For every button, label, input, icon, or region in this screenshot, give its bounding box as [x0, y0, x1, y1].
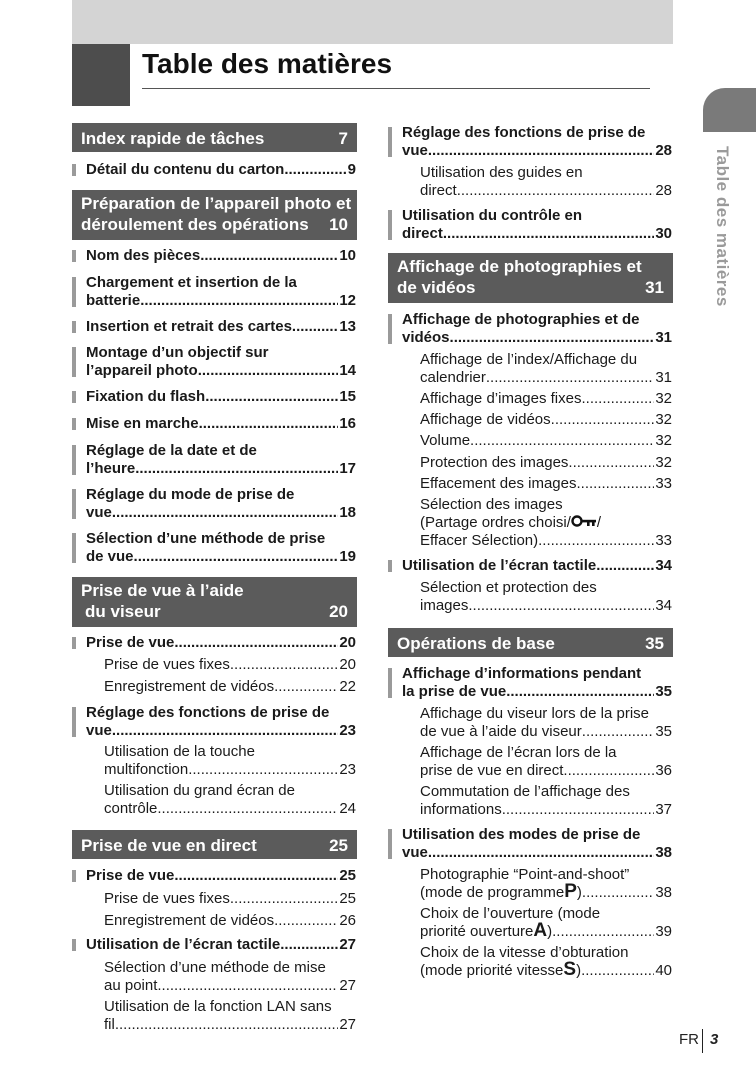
- toc-entry-fixation-flash[interactable]: [86, 388, 356, 406]
- entry-page: 20: [339, 634, 356, 651]
- toc-entry-ecran-tactile[interactable]: [86, 936, 356, 954]
- entry-text-line1: Chargement et insertion de la: [86, 274, 297, 291]
- toc-entry-affichage-informations[interactable]: [402, 665, 672, 701]
- toc-subentry-vues-fixes[interactable]: [104, 656, 356, 674]
- entry-text-line1: Commutation de l’affichage des: [420, 783, 630, 800]
- entry-page: 33: [655, 532, 672, 549]
- toc-subentry-images-fixes[interactable]: [420, 390, 672, 408]
- entry-page: 30: [655, 225, 672, 242]
- entry-page: 32: [655, 432, 672, 449]
- entry-page: 27: [339, 977, 356, 994]
- entry-text: Enregistrement de vidéos: [104, 678, 275, 695]
- entry-text-line1: Sélection et protection des: [420, 579, 597, 596]
- entry-text-line1: Utilisation des modes de prise de: [402, 826, 641, 843]
- entry-text-line1: Affichage du viseur lors de la prise: [420, 705, 650, 722]
- section-preparation[interactable]: [72, 190, 357, 240]
- toc-entry-insertion-cartes[interactable]: [86, 318, 356, 336]
- toc-entry-modes-prise-de-vue[interactable]: [402, 826, 672, 862]
- entry-text: Utilisation de l’écran tactile: [402, 557, 597, 574]
- entry-page: 35: [655, 683, 672, 700]
- entry-text: Prise de vues fixes: [104, 656, 230, 673]
- entry-text: Fixation du flash: [86, 388, 206, 405]
- entry-text-line1: Photographie “Point-and-shoot”: [420, 866, 630, 883]
- entry-text-line2: la prise de vue: [402, 683, 507, 700]
- entry-text: Détail du contenu du carton: [86, 161, 285, 178]
- entry-text-line1: Sélection des images: [420, 496, 563, 513]
- section-title-line1: Prise de vue à l’aide: [81, 581, 244, 600]
- section-title-line2: du viseur: [85, 602, 161, 621]
- entry-text-paren: ): [576, 884, 582, 901]
- entry-text-line2: de vue à l’aide du viseur: [420, 723, 582, 740]
- entry-text-line2: (Partage ordres choisi/: [420, 514, 571, 531]
- entry-text: Nom des pièces: [86, 247, 201, 264]
- entry-text: Affichage de vidéos: [420, 411, 551, 428]
- section-title-line1: Préparation de l’appareil photo et: [81, 194, 352, 213]
- section-page: 10: [329, 215, 348, 234]
- section-affichage-photos[interactable]: [388, 253, 673, 303]
- entry-text-line1: Utilisation de la touche: [104, 743, 255, 760]
- toc-entry-date-heure[interactable]: [86, 442, 356, 478]
- entry-text-line1: Réglage des fonctions de prise de: [402, 124, 646, 141]
- entry-text: Insertion et retrait des cartes: [86, 318, 292, 335]
- entry-page: 16: [339, 415, 356, 432]
- toc-subentry-priorite-vitesse[interactable]: [420, 944, 672, 980]
- entry-text: Effacement des images: [420, 475, 577, 492]
- mode-p-icon: P: [564, 881, 577, 902]
- footer-page-number: 3: [710, 1031, 719, 1048]
- toc-subentry-commutation-affichage[interactable]: [420, 783, 672, 819]
- entry-text: Affichage d’images fixes: [420, 390, 582, 407]
- side-tab-marker: [703, 88, 756, 132]
- toc-subentry-index-calendrier[interactable]: [420, 351, 672, 387]
- toc-entry-ecran-tactile-2[interactable]: [402, 557, 672, 575]
- entry-page: 25: [339, 890, 356, 907]
- toc-subentry-affichage-viseur[interactable]: [420, 705, 672, 741]
- toc-entry-reglage-fonctions[interactable]: [86, 704, 356, 740]
- entry-text-line2: (mode de programme: [420, 884, 565, 901]
- entry-page: 39: [655, 923, 672, 940]
- entry-page: 23: [339, 722, 356, 739]
- entry-text-line2: vue: [86, 504, 112, 521]
- toc-subentry-selection-protection[interactable]: [420, 579, 672, 615]
- entry-text-line1: Montage d’un objectif sur: [86, 344, 269, 361]
- toc-entry-detail-contenu[interactable]: [86, 161, 356, 179]
- entry-page: 38: [655, 884, 672, 901]
- entry-text-line1: Affichage de l’écran lors de la: [420, 744, 617, 761]
- toc-entry-affichage-photos-videos[interactable]: [402, 311, 672, 347]
- section-prise-de-vue-viseur[interactable]: [72, 577, 357, 627]
- entry-text-line2: l’heure: [86, 460, 136, 477]
- entry-text-line2: batterie: [86, 292, 141, 309]
- toc-subentry-guides-direct[interactable]: [420, 164, 672, 200]
- entry-page: 12: [339, 292, 356, 309]
- entry-text-paren: ): [547, 923, 553, 940]
- toc-subentry-videos-2[interactable]: [104, 912, 356, 930]
- toc-entry-methode-prise-de-vue[interactable]: [86, 530, 356, 566]
- entry-text-line2: direct: [402, 225, 443, 242]
- toc-subentry-affichage-videos[interactable]: [420, 411, 672, 429]
- entry-page: 22: [339, 678, 356, 695]
- entry-text-line1: Affichage d’informations pendant: [402, 665, 642, 682]
- entry-text-line1: Choix de l’ouverture (mode: [420, 905, 601, 922]
- entry-page: 28: [655, 142, 672, 159]
- entry-page: 28: [655, 182, 672, 199]
- footer-divider: [702, 1029, 703, 1053]
- entry-text-line1: Utilisation des guides en: [420, 164, 583, 181]
- entry-text-line1: Affichage de photographies et de: [402, 311, 640, 328]
- section-index-rapide[interactable]: [72, 123, 357, 152]
- entry-text-line1: Choix de la vitesse d’obturation: [420, 944, 629, 961]
- entry-page: 27: [339, 936, 356, 953]
- mode-a-icon: A: [533, 920, 548, 941]
- section-title-line2: de vidéos: [397, 278, 476, 297]
- entry-page: 13: [339, 318, 356, 335]
- section-title-line2: déroulement des opérations: [81, 215, 309, 234]
- entry-text-line1: Réglage du mode de prise de: [86, 486, 295, 503]
- entry-page: 34: [655, 597, 672, 614]
- toc-subentry-effacement-images[interactable]: [420, 475, 672, 493]
- toc-entry-reglage-fonctions-direct[interactable]: [402, 124, 672, 160]
- entry-text: Prise de vues fixes: [104, 890, 230, 907]
- entry-page: 14: [339, 362, 356, 379]
- entry-page: 27: [339, 1016, 356, 1033]
- toc-subentry-videos[interactable]: [104, 678, 356, 696]
- entry-text-line2: direct: [420, 182, 457, 199]
- entry-page: 20: [339, 656, 356, 673]
- entry-page: 37: [655, 801, 672, 818]
- entry-text-line2: vidéos: [402, 329, 450, 346]
- entry-text-line2: de vue: [86, 548, 134, 565]
- entry-page: 33: [655, 475, 672, 492]
- toc-subentry-affichage-ecran[interactable]: [420, 744, 672, 780]
- entry-page: 25: [339, 867, 356, 884]
- entry-page: 40: [655, 962, 672, 979]
- toc-entry-montage-objectif[interactable]: [86, 344, 356, 380]
- section-title: Index rapide de tâches: [81, 129, 265, 148]
- entry-text: Utilisation de l’écran tactile: [86, 936, 281, 953]
- entry-page: 10: [339, 247, 356, 264]
- entry-text-line2: vue: [402, 142, 428, 159]
- entry-page: 35: [655, 723, 672, 740]
- entry-text-line1: Utilisation du contrôle en: [402, 207, 583, 224]
- toc-subentry-volume[interactable]: [420, 432, 672, 450]
- entry-page: 9: [347, 161, 356, 178]
- entry-text-line2: images: [420, 597, 469, 614]
- toc-entry-controle-direct[interactable]: [402, 207, 672, 243]
- entry-text: Mise en marche: [86, 415, 199, 432]
- entry-text-line2: multifonction: [104, 761, 189, 778]
- entry-text-line2: informations: [420, 801, 502, 818]
- toc-entry-mise-en-marche[interactable]: [86, 415, 356, 433]
- toc-subentry-vues-fixes-2[interactable]: [104, 890, 356, 908]
- entry-text-line2: vue: [86, 722, 112, 739]
- toc-subentry-grand-ecran[interactable]: [104, 782, 356, 818]
- toc-entry-prise-de-vue[interactable]: [86, 634, 356, 652]
- entry-text-paren: ): [576, 962, 582, 979]
- entry-page: 19: [339, 548, 356, 565]
- entry-page: 31: [655, 369, 672, 386]
- title-underline: [142, 88, 650, 89]
- entry-text-line1: Affichage de l’index/Affichage du: [420, 351, 638, 368]
- toc-subentry-priorite-ouverture[interactable]: [420, 905, 672, 941]
- protect-key-icon: [571, 514, 597, 528]
- section-page: 20: [329, 602, 348, 621]
- section-page: 31: [645, 278, 664, 297]
- toc-subentry-protection-images[interactable]: [420, 454, 672, 472]
- entry-text-line1: Réglage des fonctions de prise de: [86, 704, 330, 721]
- section-page: 25: [329, 836, 348, 855]
- entry-page: 36: [655, 762, 672, 779]
- entry-page: 18: [339, 504, 356, 521]
- toc-entry-mode-prise-de-vue[interactable]: [86, 486, 356, 522]
- toc-subentry-mode-programme[interactable]: [420, 866, 672, 902]
- entry-text-line1: Sélection d’une méthode de mise: [104, 959, 326, 976]
- toc-entry-chargement-batterie[interactable]: [86, 274, 356, 310]
- entry-page: 38: [655, 844, 672, 861]
- side-tab-label: Table des matières: [713, 146, 732, 307]
- entry-page: 24: [339, 800, 356, 817]
- section-page: 35: [645, 634, 664, 653]
- toc-entry-prise-de-vue-2[interactable]: [86, 867, 356, 885]
- section-operations-de-base[interactable]: [388, 628, 673, 657]
- section-prise-de-vue-direct[interactable]: [72, 830, 357, 859]
- toc-entry-nom-pieces[interactable]: [86, 247, 356, 265]
- entry-page: 34: [655, 557, 672, 574]
- entry-text-line3: Effacer Sélection): [420, 532, 539, 549]
- footer-language: FR: [679, 1031, 699, 1048]
- entry-text: Prise de vue: [86, 634, 175, 651]
- entry-text-line1: Utilisation de la fonction LAN sans: [104, 998, 332, 1015]
- entry-text-line2: (mode priorité vitesse: [420, 962, 564, 979]
- entry-text-line2: calendrier: [420, 369, 486, 386]
- entry-page: 15: [339, 388, 356, 405]
- toc-subentry-mise-au-point[interactable]: [104, 959, 356, 995]
- entry-text-line1: Réglage de la date et de: [86, 442, 257, 459]
- entry-page: 31: [655, 329, 672, 346]
- page-title: Table des matières: [142, 48, 393, 79]
- entry-text-line2: priorité ouverture: [420, 923, 534, 940]
- entry-text-line2: vue: [402, 844, 428, 861]
- entry-text: Protection des images: [420, 454, 569, 471]
- entry-text-slash: /: [596, 514, 602, 531]
- entry-text: Enregistrement de vidéos: [104, 912, 275, 929]
- toc-subentry-lan-sans-fil[interactable]: [104, 998, 356, 1034]
- mode-s-icon: S: [563, 959, 577, 980]
- entry-text-line2: prise de vue en direct: [420, 762, 564, 779]
- entry-text-line2: l’appareil photo: [86, 362, 198, 379]
- section-title: Prise de vue en direct: [81, 836, 257, 855]
- toc-subentry-touche-multifonction[interactable]: [104, 743, 356, 779]
- section-title-line1: Affichage de photographies et: [397, 257, 642, 276]
- entry-page: 32: [655, 390, 672, 407]
- entry-text-line2: au point: [104, 977, 158, 994]
- entry-text: Volume: [420, 432, 471, 449]
- toc-subentry-selection-images[interactable]: [420, 496, 672, 550]
- entry-text: Prise de vue: [86, 867, 175, 884]
- entry-page: 32: [655, 411, 672, 428]
- entry-page: 17: [339, 460, 356, 477]
- header-dark-block: [72, 44, 130, 106]
- entry-text-line1: Sélection d’une méthode de prise: [86, 530, 326, 547]
- entry-page: 32: [655, 454, 672, 471]
- entry-page: 23: [339, 761, 356, 778]
- entry-text-line2: contrôle: [104, 800, 158, 817]
- section-title: Opérations de base: [397, 634, 555, 653]
- entry-text-line2: fil: [104, 1016, 115, 1033]
- entry-text-line1: Utilisation du grand écran de: [104, 782, 295, 799]
- section-page: 7: [338, 129, 348, 148]
- entry-page: 26: [339, 912, 356, 929]
